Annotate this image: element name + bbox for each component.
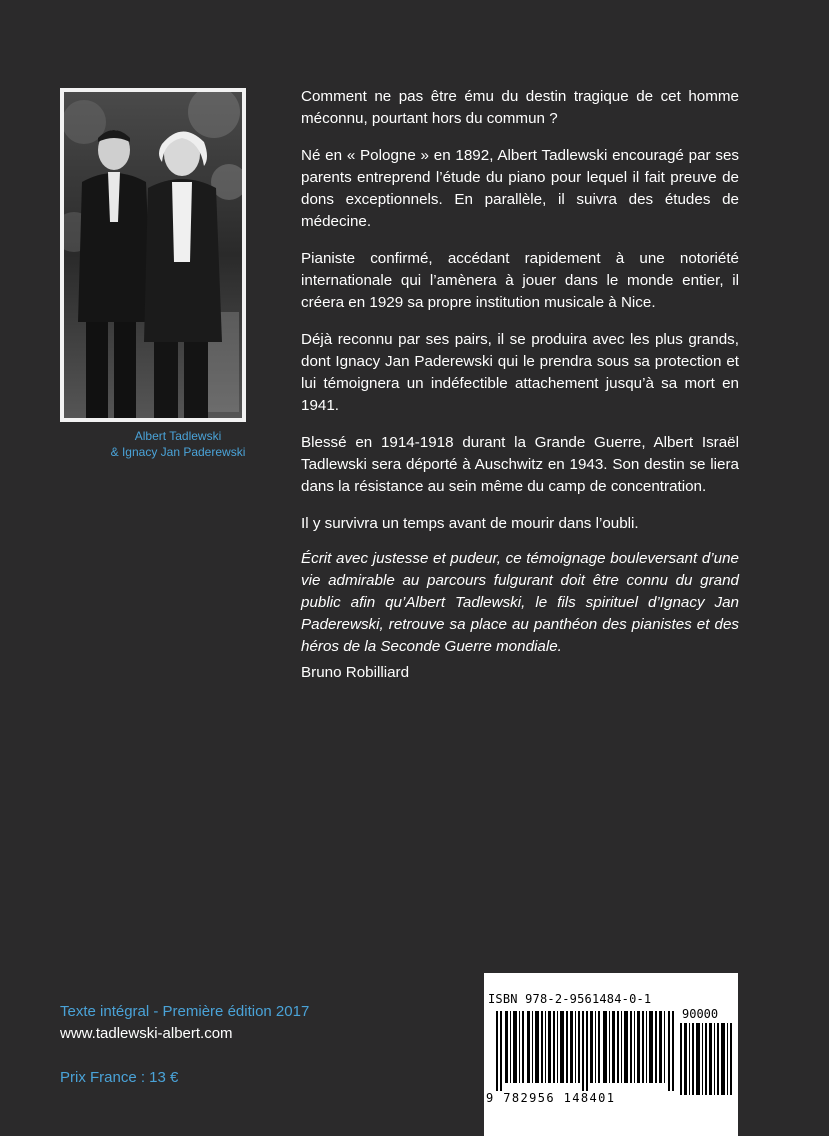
paragraph-7: Écrit avec justesse et pudeur, ce témoignage bouleversant d’une vie admirable au parcours fulgurant doit être connu du grand public afin qu’Albert Tadlewski, le fils spirituel d’Ignacy Jan Paderewski, retrouve sa place au panthéon des pianistes et des héros de la Seconde Guerre mondiale. — [301, 550, 739, 655]
photo-caption — [60, 428, 296, 460]
portrait-photo-icon — [64, 92, 242, 418]
paragraph-4: Déjà reconnu par ses pairs, il se produira avec les plus grands, dont Ignacy Jan Paderewski qui le prendra sous sa protection et lui témoignera un indéfectible attachement jusqu’à sa mort en 1941. — [301, 331, 739, 414]
paragraph-6: Il y survivra un temps avant de mourir dans l’oubli. — [301, 515, 639, 532]
edition-line: Texte intégral - Première édition 2017 — [60, 1003, 310, 1020]
paragraph-3: Pianiste confirmé, accédant rapidement à une notoriété internationale qui l’amènera à jouer dans le monde entier, il créera en 1929 sa propre institution musicale à Nice. — [301, 250, 739, 311]
paragraph-5: Blessé en 1914-1918 durant la Grande Guerre, Albert Israël Tadlewski sera déporté à Auschwitz en 1943. Son destin se liera dans la résistance au sein même du camp de concentration. — [301, 434, 739, 495]
website-link[interactable]: www.tadlewski-albert.com — [60, 1025, 233, 1042]
caption-line-2: & Ignacy Jan Paderewski — [110, 445, 246, 459]
portrait-photo — [60, 88, 246, 422]
price-code: 90000 — [682, 1007, 719, 1021]
back-cover-text — [301, 86, 739, 699]
ean-digits: 9 782956 148401 — [486, 1091, 616, 1105]
paragraph-1: Comment ne pas être ému du destin tragique de cet homme méconnu, pourtant hors du commun ? — [301, 88, 739, 127]
isbn-number: ISBN 978-2-9561484-0-1 — [488, 992, 652, 1006]
barcode-bars-addon — [680, 1023, 734, 1095]
isbn-barcode — [484, 973, 738, 1136]
paragraph-2: Né en « Pologne » en 1892, Albert Tadlewski encouragé par ses parents entreprend l’étude du piano pour lequel il fait preuve de dons exceptionnels. En parallèle, il suivra des études de médecine. — [301, 147, 739, 230]
barcode-bars-main — [496, 1011, 676, 1091]
price-label: Prix France : 13 € — [60, 1069, 179, 1086]
caption-line-1: Albert Tadlewski — [134, 429, 222, 443]
author-signature: Bruno Robilliard — [301, 664, 410, 681]
